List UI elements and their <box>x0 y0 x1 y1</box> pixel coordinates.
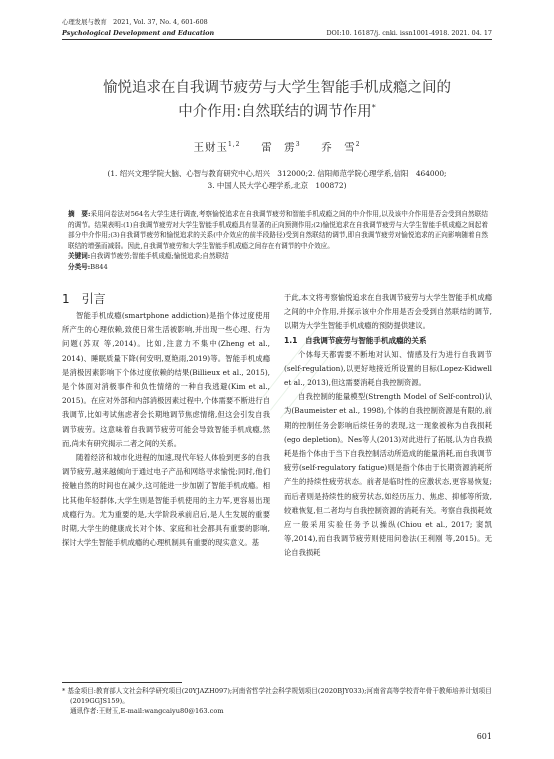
title-footnote-mark: * <box>371 103 376 112</box>
contact-note: 通讯作者:王财玉,E-mail:wangcaiyu80@163.com <box>70 707 224 715</box>
subsection-heading: 1.1 自我调节疲劳与智能手机成瘾的关系 <box>284 335 427 345</box>
page-number: 601 <box>476 732 492 741</box>
abstract-text: 采用问卷法对564名大学生进行调查,考察愉悦追求在自我调节疲劳和智能手机成瘾之间的中介作用,以及该中介作用是否会受到自然联结的调节。结果表明:(1)自我调节疲劳对大学生智能手机成瘾具有显著的正向预测作用;(2)愉悦追求在自我调节疲劳与大学生智能手机成瘾之间起着部分中介作用;(3)自我调节疲劳和愉悦追求的关系(中介效应的前半段路径)受到自然联结的调节,即自我调节疲劳对愉悦追求的正向影响随着自然联结的增强而减弱。因此,自我调节疲劳和大学生智能手机成瘾之间存在有调节的中介效应。 <box>68 210 488 250</box>
author-name: 王财玉 <box>193 141 228 154</box>
author-affil-sup: 2 <box>355 141 361 148</box>
keywords: 自我调节疲劳;智能手机成瘾;愉悦追求;自然联结 <box>90 252 229 261</box>
paragraph: 自我控制的能量模型(Strength Model of Self-control)认为(Baumeister et al., 1998),个体的自我控制资源是有限的,前期的控制任务会影响后续任务的表现,这一现象被称为自我损耗(ego depletion)。Nes等人(2013)对此进行了拓展,认为自我损耗是指个体由于当下自我控制活动所造成的能量消耗,而自我调节疲劳(self-regulatory fatigue)则是指个体由于长期资源消耗所产生的持续性疲劳状态。前者是临时性的应激状态,更容易恢复;而后者则是持续性的疲劳状态,如经历压力、焦虑、抑郁等所致,较难恢复,但二者均与自我控制资源的消耗有关。考察自我损耗效应一般采用实验任务予以操纵(Chiou et al., 2017; 窦凯 等,2014),而自我调节疲劳则使用问卷法(王利刚 等,2015)。无论自我损耗 <box>284 392 492 558</box>
keywords-label: 关键词: <box>68 252 91 261</box>
footnote-rule <box>62 682 182 683</box>
footnote <box>62 686 492 716</box>
affiliation-line-1: (1. 绍兴文理学院大脑、心智与教育研究中心,绍兴 312000;2. 信阳师范学院心理学系,信阳 464000; <box>107 169 447 178</box>
paper-title <box>60 78 494 122</box>
author-name: 雷 雳 <box>261 141 296 154</box>
left-column <box>62 291 270 550</box>
paragraph: 于此,本文将考察愉悦追求在自我调节疲劳与大学生智能手机成瘾之间的中介作用,并探示该中介作用是否会受到自然联结的调节,以期为大学生智能手机成瘾的预防提供建议。 <box>284 293 492 331</box>
right-column <box>284 291 492 561</box>
paragraph: 随着经济和城市化进程的加速,现代年轻人体验到更多的自我调节疲劳,越来越倾向于通过电子产品和网络寻求愉悦;同时,他们接触自然的时间也在减少,这可能进一步加剧了智能手机成瘾。相比其他年轻群体,大学生则是智能手机使用的主力军,更容易出现成瘾行为。尤为重要的是,大学阶段承前启后,是人生发展的重要时期,大学生的健康成长对个体、家庭和社会都具有重要的影响,探讨大学生智能手机成瘾的心理机制具有重要的现实意义。基 <box>62 453 270 548</box>
paragraph: 个体每天都需要不断地对认知、情感及行为进行自我调节(self-regulation),以更好地接近所设置的目标(Lopez-Kidwell et al., 2013),但这需要消耗自我控制资源。 <box>284 349 492 388</box>
affiliation-line-2: 3. 中国人民大学心理学系,北京 100872) <box>207 181 347 190</box>
journal-name-cn: 心理发展与教育 2021, Vol. 37, No. 4, 601-608 <box>62 18 208 26</box>
affiliation <box>60 168 494 192</box>
abstract-block <box>68 209 488 273</box>
abstract-label: 摘 要: <box>68 210 91 218</box>
class-number-label: 分类号: <box>68 262 91 271</box>
paragraph: 智能手机成瘾(smartphone addiction)是指个体过度使用所产生的心理依赖,致使日常生活被影响,并出现一些心理、行为问题(苏双 等,2014)。比如,注意力不集中(Zheng et al., 2014)、睡眠质量下降(何安明,夏艳雨,2019)等。智能手机成瘾是消极因素影响下个体过度依赖的结果(Billieux et al., 2015),是个体面对消极事件和负性情绪的一种自我逃避(Kim et al., 2015)。在应对外部和内部消极因素过程中,个体需要不断进行自我调节,比如考试焦虑者会长期地调节焦虑情绪,但这会引发自我调节疲劳。这意味着自我调节疲劳可能会导致智能手机成瘾,然而,尚未有研究揭示二者之间的关系。 <box>62 311 270 448</box>
title-line-1: 愉悦追求在自我调节疲劳与大学生智能手机成瘾之间的 <box>103 80 451 96</box>
section-heading: 1 引言 <box>62 292 106 306</box>
author-list <box>60 138 494 155</box>
title-line-2: 中介作用:自然联结的调节作用 <box>178 103 372 120</box>
header-rule <box>62 39 492 40</box>
fund-note: * 基金项目:教育部人文社会科学研究项目(20YJAZH097);河南省哲学社会科学规划项目(2020BJY033);河南省高等学校青年骨干教师培养计划项目(2019GGJS159)。 <box>62 687 492 705</box>
author-name: 乔 雪 <box>321 141 356 154</box>
journal-name-en: Psychological Development and Education <box>62 29 215 37</box>
class-number: B844 <box>90 262 108 271</box>
author-affil-sup: 3 <box>295 141 301 148</box>
author-affil-sup: 1,2 <box>227 141 241 148</box>
doi: DOI:10. 16187/j. cnki. issn1001-4918. 2021. 04. 17 <box>326 29 492 37</box>
